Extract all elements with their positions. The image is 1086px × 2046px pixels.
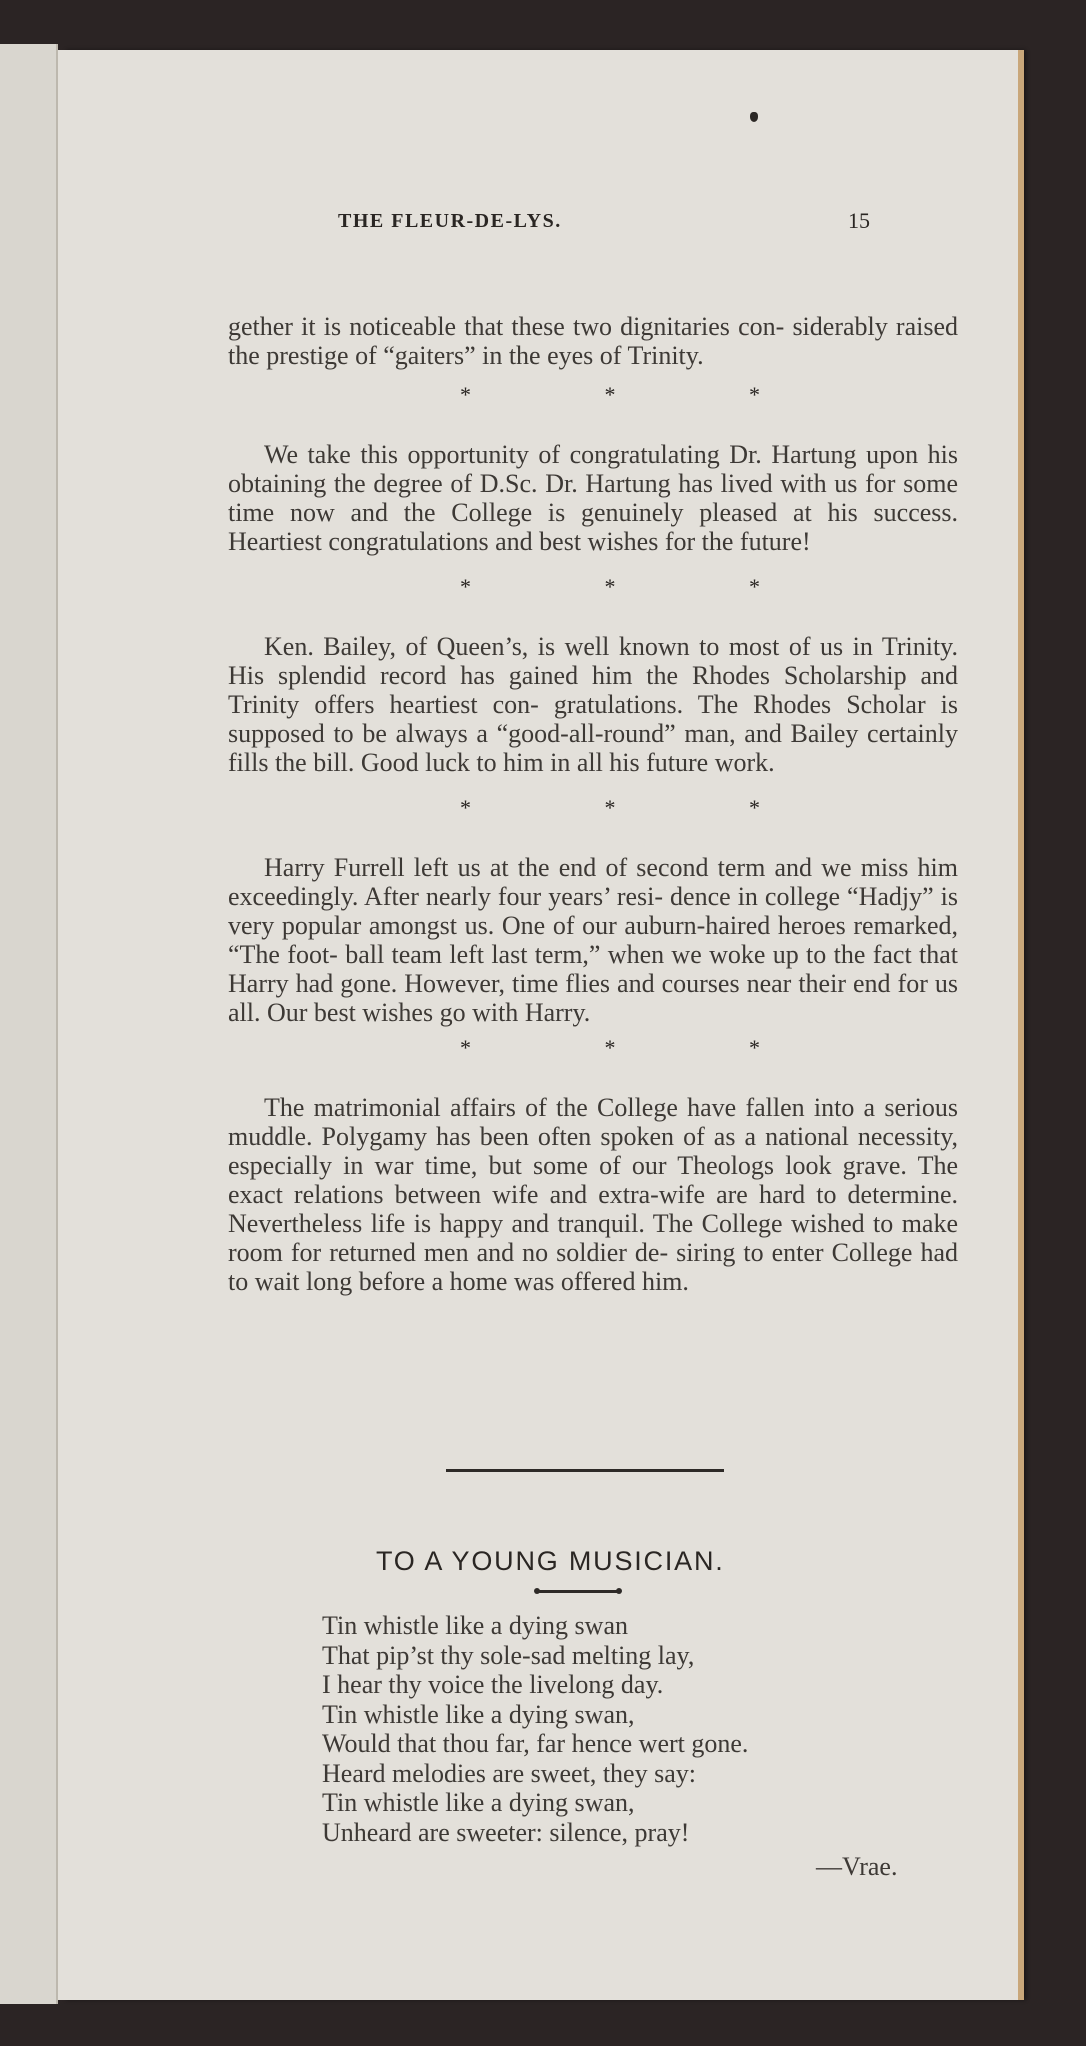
star: * — [460, 795, 471, 820]
text-line: of as a national necessity, especially in war time, but — [228, 1122, 959, 1180]
text-line: Harry. — [524, 998, 591, 1027]
text-line: gratulations. The Rhodes Scholar is supposed to be — [228, 690, 959, 748]
horizontal-rule — [446, 1469, 724, 1472]
text-line: that Harry had gone. However, time flies and courses — [228, 940, 959, 998]
section-break-stars — [460, 793, 760, 823]
star: * — [460, 382, 471, 407]
section-break-stars — [460, 1033, 760, 1063]
poem-line: Would that thou far, far hence wert gone. — [322, 1729, 749, 1758]
poem-line: Tin whistle like a dying swan — [322, 1611, 628, 1640]
star: * — [749, 1035, 760, 1060]
star: * — [604, 795, 616, 820]
facing-page-edge — [0, 44, 58, 2004]
text-line: Harry Furrell left us at the end of second term and — [264, 853, 813, 882]
running-head-title: THE FLEUR-DE-LYS. — [338, 210, 562, 232]
text-line: in Trinity. His splendid record has gained him the — [228, 632, 958, 690]
star: * — [749, 795, 760, 820]
book-page — [58, 50, 1018, 2000]
text-line: near their end for us all. Our best wishes go with — [228, 969, 958, 1027]
poem-line: I hear thy voice the livelong day. — [322, 1670, 664, 1699]
page-number: 15 — [848, 208, 870, 233]
star: * — [604, 382, 616, 407]
star: * — [460, 574, 471, 599]
paragraph-bailey — [228, 632, 958, 777]
paragraph-furrell — [228, 853, 958, 1027]
text-line: We take this opportunity of congratulating Dr. — [264, 440, 762, 469]
text-line: siderably raised the prestige of “gaiters” in the eyes of — [228, 312, 958, 370]
star: * — [604, 574, 616, 599]
text-line: some of our Theologs look grave. The exact relations — [228, 1151, 958, 1209]
poem-line: Tin whistle like a dying swan, — [322, 1699, 635, 1729]
text-line: Nevertheless life is happy and tranquil. The College — [228, 1209, 783, 1238]
text-line: we miss him exceedingly. After nearly four years’ resi- — [228, 853, 958, 911]
text-line: Trinity. — [627, 341, 704, 370]
text-line: dence in college “Hadjy” is very popular amongst us. — [228, 882, 959, 940]
star: * — [749, 382, 760, 407]
poem-line: Tin whistle like a dying swan, — [322, 1788, 635, 1817]
poem-line: Unheard are sweeter: silence, pray! — [322, 1817, 690, 1847]
ink-speck — [750, 112, 758, 122]
paragraph-hartung — [228, 440, 958, 556]
star: * — [604, 1035, 616, 1060]
text-line: ball team left last term,” when we woke up to the fact — [345, 940, 912, 969]
text-line: Hartung has lived with us for some time now and the — [228, 469, 959, 527]
section-break-stars — [460, 380, 760, 410]
title-ornament — [536, 1590, 620, 1593]
poem-line: That pip’st thy sole-sad melting lay, — [322, 1640, 695, 1670]
text-line: between wife and extra-wife are hard to determine. — [394, 1180, 958, 1209]
star: * — [749, 574, 760, 599]
star: * — [460, 1035, 471, 1060]
section-break-stars — [460, 572, 760, 602]
article-body — [228, 312, 958, 1296]
text-line: Ken. Bailey, of Queen’s, is well known to most of us — [264, 632, 844, 661]
text-line: fills the bill. Good luck to him in all his future work. — [228, 748, 775, 777]
text-line: One of our auburn-haired heroes remarked, “The foot- — [228, 911, 959, 969]
text-line: into a serious muddle. Polygamy has been often spoken — [228, 1093, 958, 1151]
text-line: Hartung upon his obtaining the degree of D.Sc. Dr. — [228, 440, 958, 498]
poem-body — [322, 1611, 922, 1847]
paragraph-matrimonial — [228, 1093, 958, 1296]
poem-title: TO A YOUNG MUSICIAN. — [376, 1546, 725, 1576]
poem-signature: —Vrae. — [816, 1852, 898, 1881]
text-line: College is genuinely pleased at his success. Heartiest — [228, 498, 959, 556]
text-line: siring to enter College had to wait long before a home — [228, 1238, 959, 1296]
text-line: The matrimonial affairs of the College have fallen — [264, 1093, 805, 1122]
text-line: wished to make room for returned men and no soldier de- — [228, 1209, 959, 1267]
text-line: Rhodes Scholarship and Trinity offers heartiest con- — [228, 661, 959, 719]
text-line: gether it is noticeable that these two dignitaries con- — [228, 312, 785, 341]
text-line: always a “good-all-round” man, and Bailey certainly — [395, 719, 958, 748]
paragraph-continuation — [228, 312, 958, 370]
poem-line: Heard melodies are sweet, they say: — [322, 1758, 696, 1788]
text-line: congratulations and best wishes for the future! — [328, 527, 811, 556]
text-line: was offered him. — [513, 1267, 689, 1296]
